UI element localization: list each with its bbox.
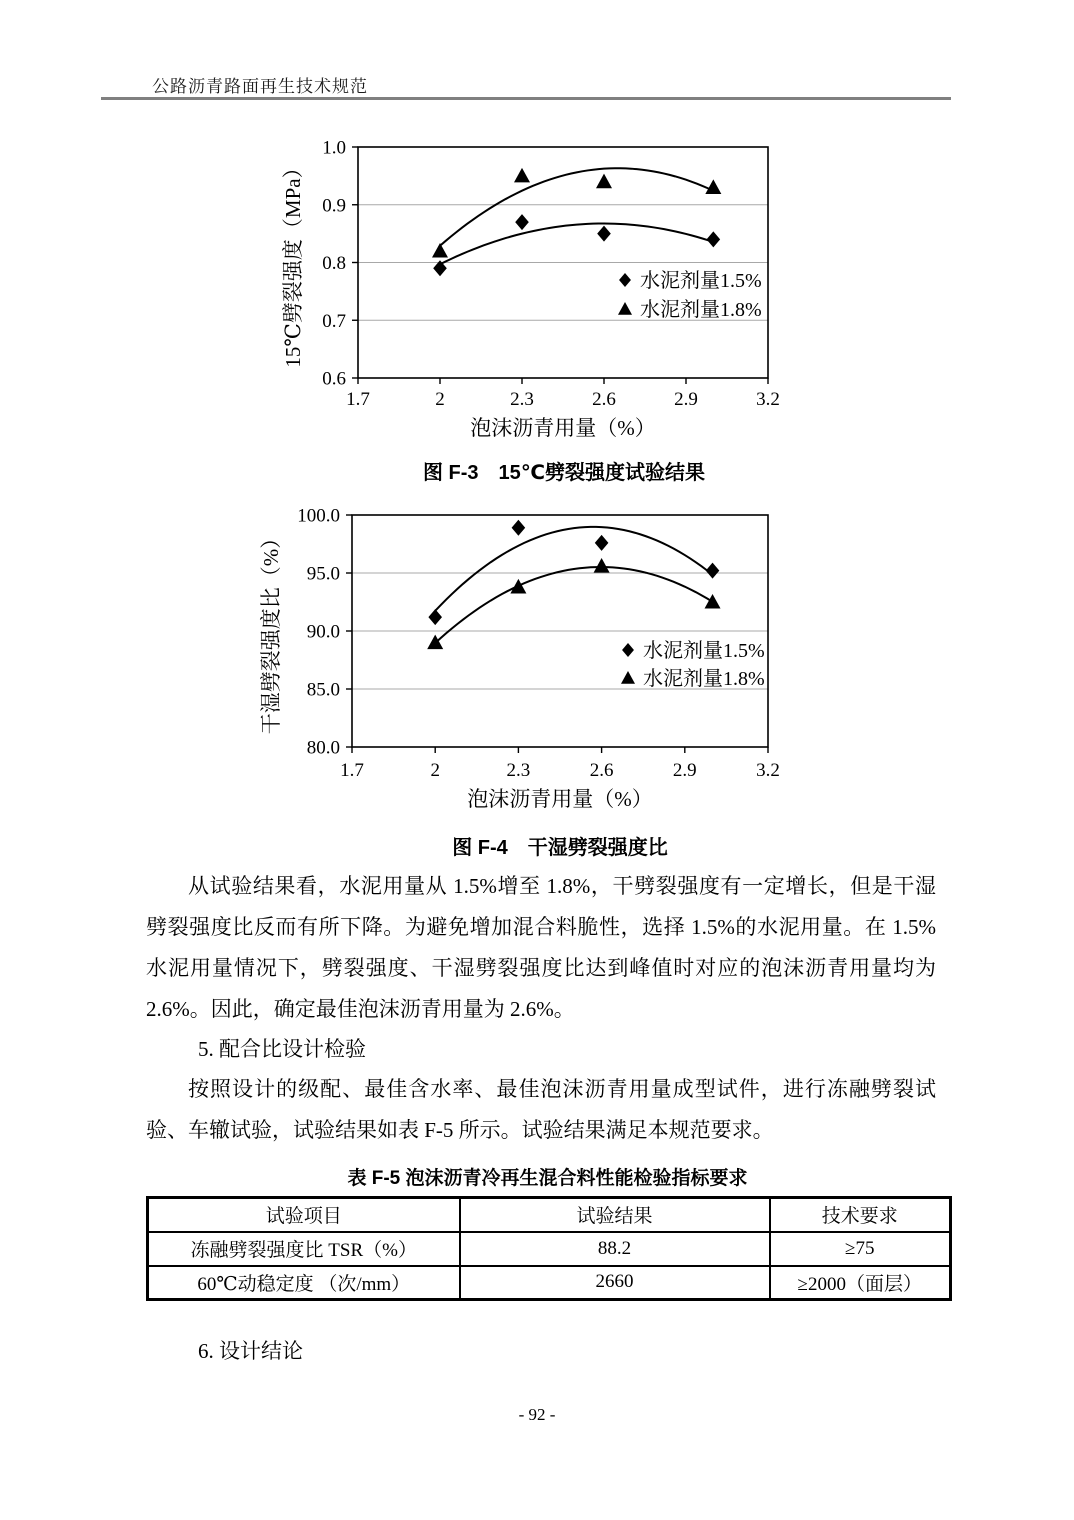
svg-text:泡沫沥青用量（%）: 泡沫沥青用量（%） bbox=[467, 787, 653, 811]
legend-item-水泥剂量1.8% bbox=[618, 298, 762, 321]
svg-text:0.9: 0.9 bbox=[322, 195, 346, 217]
svg-text:干湿劈裂强度比（%）: 干湿劈裂强度比（%） bbox=[259, 527, 283, 735]
table-header-test-item: 试验项目 bbox=[148, 1198, 460, 1232]
svg-text:水泥剂量1.8%: 水泥剂量1.8% bbox=[640, 299, 762, 321]
header-rule bbox=[101, 97, 951, 100]
legend-item-水泥剂量1.5% bbox=[622, 639, 765, 662]
svg-text:95.0: 95.0 bbox=[306, 563, 340, 585]
svg-text:15℃劈裂强度（MPa）: 15℃劈裂强度（MPa） bbox=[281, 157, 305, 368]
svg-text:2: 2 bbox=[435, 389, 445, 410]
table-f5 bbox=[146, 1196, 952, 1301]
series-水泥剂量1.8% bbox=[432, 168, 721, 258]
svg-text:2.9: 2.9 bbox=[672, 760, 697, 781]
svg-text:2.6: 2.6 bbox=[589, 760, 614, 781]
svg-text:0.8: 0.8 bbox=[322, 253, 346, 274]
svg-text:100.0: 100.0 bbox=[297, 505, 340, 527]
svg-text:2: 2 bbox=[430, 760, 440, 781]
fig-f4-scatter-chart bbox=[250, 498, 800, 830]
series-水泥剂量1.5% bbox=[433, 214, 720, 276]
table-header-requirement: 技术要求 bbox=[770, 1198, 951, 1232]
svg-text:水泥剂量1.5%: 水泥剂量1.5% bbox=[640, 270, 762, 292]
series-水泥剂量1.5% bbox=[428, 520, 719, 625]
table-f5-caption: 表 F-5 泡沫沥青冷再生混合料性能检验指标要求 bbox=[347, 1168, 748, 1189]
fig-f3-caption: 图 F-3 15℃劈裂强度试验结果 bbox=[422, 462, 706, 484]
table-cell: 冻融劈裂强度比 TSR（%） bbox=[148, 1232, 460, 1266]
legend-item-水泥剂量1.8% bbox=[621, 667, 765, 690]
svg-text:水泥剂量1.8%: 水泥剂量1.8% bbox=[643, 668, 765, 690]
table-row-tsr bbox=[148, 1232, 951, 1266]
svg-text:3.2: 3.2 bbox=[756, 389, 780, 410]
paragraph-design-verification: 按照设计的级配、最佳含水率、最佳泡沫沥青用量成型试件，进行冻融劈裂试验、车辙试验，试验结果如表 F-5 所示。试验结果满足本规范要求。 bbox=[146, 1077, 936, 1142]
figure-f4 bbox=[250, 498, 800, 830]
svg-text:2.9: 2.9 bbox=[674, 389, 698, 410]
svg-text:1.0: 1.0 bbox=[322, 137, 346, 159]
section-heading-5: 5. 配合比设计检验 bbox=[198, 1037, 366, 1061]
svg-text:2.3: 2.3 bbox=[510, 389, 534, 410]
paragraph-optimum-binder-content: 从试验结果看，水泥用量从 1.5%增至 1.8%，干劈裂强度有一定增长，但是干湿劈裂强度比反而有所下降。为避免增加混合料脆性，选择 1.5%的水泥用量。在 1.5%水泥用量情况下，劈裂强度、干湿劈裂强度比达到峰值时对应的泡沫沥青用量均为 2.6%。因此，确定最佳泡沫沥青用量为 2.6%。 bbox=[146, 874, 936, 1021]
svg-text:2.6: 2.6 bbox=[592, 389, 616, 410]
fig-f3-scatter-chart bbox=[250, 133, 800, 455]
svg-text:水泥剂量1.5%: 水泥剂量1.5% bbox=[643, 640, 765, 662]
section-heading-6: 6. 设计结论 bbox=[198, 1339, 303, 1363]
svg-text:90.0: 90.0 bbox=[306, 621, 340, 643]
table-cell: 88.2 bbox=[460, 1232, 770, 1266]
svg-text:2.3: 2.3 bbox=[506, 760, 531, 781]
svg-text:0.6: 0.6 bbox=[322, 368, 346, 390]
table-header-row bbox=[148, 1198, 951, 1232]
fig-f4-caption: 图 F-4 干湿劈裂强度比 bbox=[452, 837, 668, 859]
svg-text:85.0: 85.0 bbox=[306, 679, 340, 701]
figure-f3 bbox=[250, 133, 800, 455]
svg-text:3.2: 3.2 bbox=[756, 760, 780, 781]
svg-text:0.7: 0.7 bbox=[322, 310, 346, 332]
svg-text:80.0: 80.0 bbox=[306, 737, 340, 759]
table-cell: 2660 bbox=[460, 1266, 770, 1300]
svg-text:1.7: 1.7 bbox=[340, 760, 364, 781]
table-cell: ≥75 bbox=[770, 1232, 951, 1266]
legend-item-水泥剂量1.5% bbox=[619, 269, 762, 292]
page-header-title: 公路沥青路面再生技术规范 bbox=[152, 77, 368, 96]
table-row-dynamic-stability bbox=[148, 1266, 951, 1300]
table-cell: 60℃动稳定度 （次/mm） bbox=[148, 1266, 460, 1300]
table-cell: ≥2000（面层） bbox=[770, 1266, 951, 1300]
page-number: - 92 - bbox=[518, 1405, 556, 1424]
table-header-test-result: 试验结果 bbox=[460, 1198, 770, 1232]
svg-text:泡沫沥青用量（%）: 泡沫沥青用量（%） bbox=[470, 416, 656, 440]
series-水泥剂量1.8% bbox=[427, 558, 720, 649]
svg-text:1.7: 1.7 bbox=[346, 389, 370, 410]
